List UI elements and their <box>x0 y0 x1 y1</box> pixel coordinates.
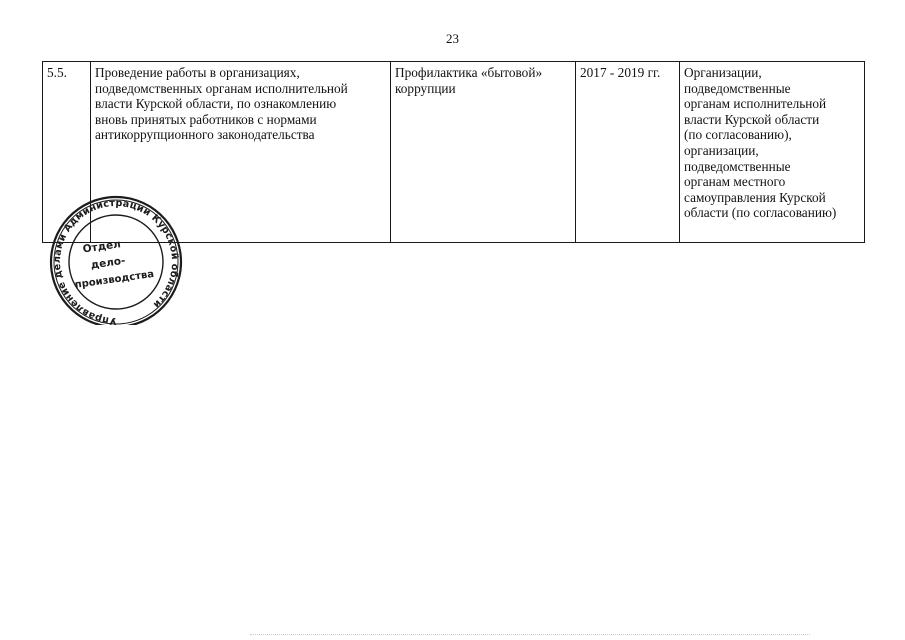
stamp-ring-text: Управление делами Администрации Курской области <box>51 197 181 325</box>
stamp-line-1: Отдел <box>81 238 122 256</box>
responsible-cell: Организации, подведомственные органам исполнительной власти Курской области (по согласованию), организации, подведомственные органам местного самоуправления Курской области (по согласованию) <box>680 62 865 243</box>
item-number-cell: 5.5. <box>43 62 91 243</box>
stamp-line-3: производства <box>74 268 155 291</box>
official-stamp <box>46 195 186 325</box>
activity-cell: Проведение работы в организациях, подведомственных органам исполнительной власти Курской области, по ознакомлению вновь принятых работников с нормами антикоррупционного законодательства <box>91 62 391 243</box>
period-cell: 2017 - 2019 гг. <box>576 62 680 243</box>
stamp-line-2: дело- <box>89 254 127 272</box>
page-number: 23 <box>446 31 459 46</box>
goal-cell: Профилактика «бытовой» коррупции <box>391 62 576 243</box>
scan-edge-artifact <box>250 634 810 637</box>
stamp-seal-icon <box>46 195 186 325</box>
